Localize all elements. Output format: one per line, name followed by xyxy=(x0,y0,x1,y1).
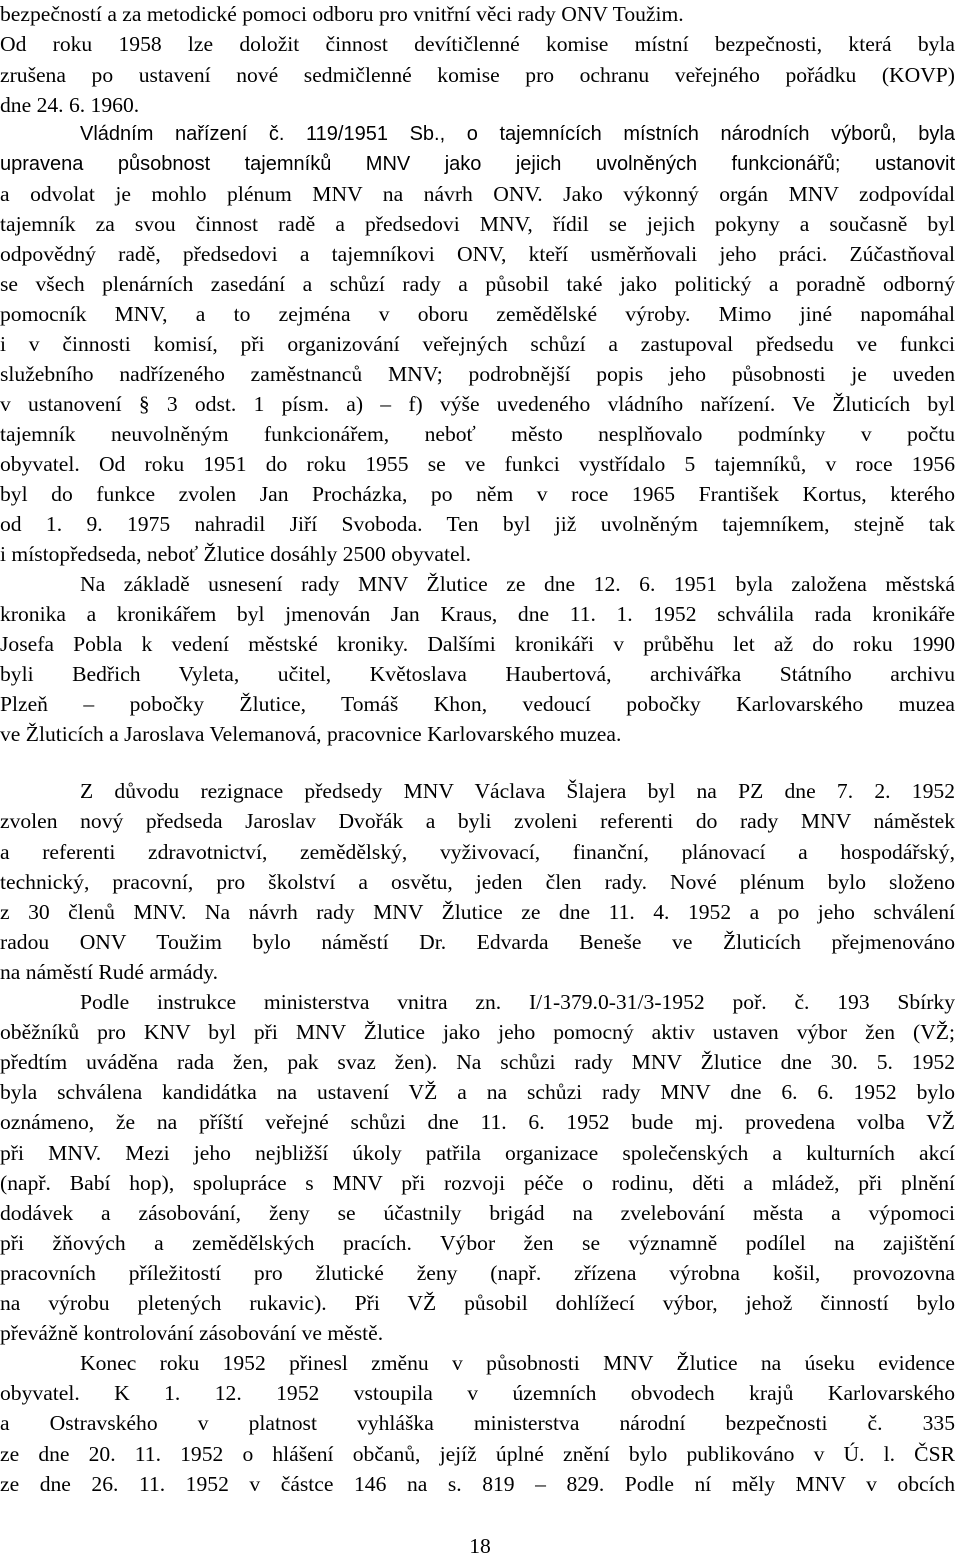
text-line: pomocník MNV, a to zejména v oboru zemědělské výroby. Mimo jiné napomáhal xyxy=(0,302,955,326)
text-line: předtím uváděna rada žen, pak svaz žen). Na schůzi rady MNV Žlutice dne 30. 5. 1952 xyxy=(0,1050,955,1074)
text-line: bezpečností a za metodické pomoci odboru pro vnitřní věci rady ONV Toužim. xyxy=(0,2,684,26)
text-line: Z důvodu rezignace předsedy MNV Václava Šlajera byl na PZ dne 7. 2. 1952 xyxy=(80,779,955,803)
text-line: služebního nadřízeného zaměstnanců MNV; podrobnější popis jeho působnosti je uveden xyxy=(0,362,955,386)
text-line: od 1. 9. 1975 nahradil Jiří Svoboda. Ten byl již uvolněným tajemníkem, stejně tak xyxy=(0,512,955,536)
text-line: ve Žluticích a Jaroslava Velemanová, pracovnice Karlovarského muzea. xyxy=(0,722,622,746)
text-line: pracovních příležitostí pro žlutické ženy (např. zřízena výrobna košil, provozovna xyxy=(0,1261,955,1285)
text-line: Podle instrukce ministerstva vnitra zn. I/1-379.0-31/3-1952 poř. č. 193 Sbírky xyxy=(80,990,955,1014)
text-line: z 30 členů MNV. Na návrh rady MNV Žlutice ze dne 11. 4. 1952 a po jeho schválení xyxy=(0,900,955,924)
text-line: tajemník neuvolněným funkcionářem, neboť město nesplňovalo podmínky v počtu xyxy=(0,422,955,446)
text-line: ze dne 20. 11. 1952 o hlášení občanů, jejíž úplné znění bylo publikováno v Ú. l. ČSR xyxy=(0,1442,955,1466)
text-line: a Ostravského v platnost vyhláška ministerstva národní bezpečnosti č. 335 xyxy=(0,1411,955,1435)
text-line: tajemník za svou činnost radě a předsedovi MNV, řídil se jejich pokyny a současně byl xyxy=(0,212,955,236)
text-line: obyvatel. Od roku 1951 do roku 1955 se ve funkci vystřídalo 5 tajemníků, v roce 1956 xyxy=(0,452,955,476)
text-line: a referenti zdravotnictví, zemědělský, vyživovací, finanční, plánovací a hospodářský, xyxy=(0,840,955,864)
text-line: technický, pracovní, pro školství a osvětu, jeden člen rady. Nové plénum bylo složeno xyxy=(0,870,955,894)
text-line: radou ONV Toužim bylo náměstí Dr. Edvarda Beneše ve Žluticích přejmenováno xyxy=(0,930,955,954)
text-line: Konec roku 1952 přinesl změnu v působnosti MNV Žlutice na úseku evidence xyxy=(80,1351,955,1375)
text-line: byli Bedřich Vyleta, učitel, Květoslava Haubertová, archivářka Státního archivu xyxy=(0,662,955,686)
text-line: Od roku 1958 lze doložit činnost devítičlenné komise místní bezpečnosti, která byla xyxy=(0,32,955,56)
page-number: 18 xyxy=(469,1534,491,1558)
text-line: na náměstí Rudé armády. xyxy=(0,960,219,984)
text-line: ze dne 26. 11. 1952 v částce 146 na s. 819 – 829. Podle ní měly MNV v obcích xyxy=(0,1472,955,1496)
text-line: při MNV. Mezi jeho nejbližší úkoly patřila organizace společenských a kulturních akcí xyxy=(0,1141,955,1165)
text-line: dodávek a zásobování, ženy se účastnily brigád na zvelebování města a výpomoci xyxy=(0,1201,955,1225)
text-line: při žňových a zemědělských pracích. Výbor žen se významně podílel na zajištění xyxy=(0,1231,955,1255)
text-line: a odvolat je mohlo plénum MNV na návrh ONV. Jako výkonný orgán MNV zodpovídal xyxy=(0,182,955,206)
text-line: i místopředseda, neboť Žlutice dosáhly 2500 obyvatel. xyxy=(0,542,471,566)
text-line: zrušena po ustavení nové sedmičlenné komise pro ochranu veřejného pořádku (KOVP) xyxy=(0,63,955,87)
text-line: převážně kontrolování zásobování ve městě. xyxy=(0,1321,384,1345)
text-line: byl do funkce zvolen Jan Procházka, po něm v roce 1965 František Kortus, kterého xyxy=(0,482,955,506)
text-line: Na základě usnesení rady MNV Žlutice ze dne 12. 6. 1951 byla založena městská xyxy=(80,572,955,596)
text-line: dne 24. 6. 1960. xyxy=(0,93,140,117)
text-line: zvolen nový předseda Jaroslav Dvořák a byli zvoleni referenti do rady MNV náměstek xyxy=(0,809,955,833)
text-line: i v činnosti komisí, při organizování veřejných schůzí a zastupoval předsedu ve funkci xyxy=(0,332,955,356)
text-line: obyvatel. K 1. 12. 1952 vstoupila v územních obvodech krajů Karlovarského xyxy=(0,1381,955,1405)
text-line: (např. Babí hop), spolupráce s MNV při rozvoji péče o rodinu, děti a mládež, při plnění xyxy=(0,1171,955,1195)
text-line: Josefa Pobla k vedení městské kroniky. Dalšími kronikáři v průběhu let až do roku 1990 xyxy=(0,632,955,656)
text-line: v ustanovení § 3 odst. 1 písm. a) – f) výše uvedeného vládního nařízení. Ve Žluticích byl xyxy=(0,392,955,416)
text-line: na výrobu pletených rukavic). Při VŽ působil dohlížecí výbor, jehož činností bylo xyxy=(0,1291,955,1315)
text-line: upravena působnost tajemníků MNV jako jejich uvolněných funkcionářů; ustanovit xyxy=(0,153,955,175)
text-line: se všech plenárních zasedání a schůzí rady a působil také jako politický a poradně odborný xyxy=(0,272,955,296)
text-line: byla schválena kandidátka na ustavení VŽ a na schůzi rady MNV dne 6. 6. 1952 bylo xyxy=(0,1080,955,1104)
text-line: oznámeno, že na příští veřejné schůzi dne 11. 6. 1952 bude mj. provedena volba VŽ xyxy=(0,1110,955,1134)
text-line: kronika a kronikářem byl jmenován Jan Kraus, dne 11. 1. 1952 schválila rada kronikáře xyxy=(0,602,955,626)
text-line: oběžníků pro KNV byl při MNV Žlutice jako jeho pomocný aktiv ustaven výbor žen (VŽ; xyxy=(0,1020,955,1044)
text-line: odpovědný radě, předsedovi a tajemníkovi ONV, kteří usměrňovali jeho práci. Zúčastňoval xyxy=(0,242,955,266)
text-line: Plzeň – pobočky Žlutice, Tomáš Khon, vedoucí pobočky Karlovarského muzea xyxy=(0,692,955,716)
text-line: Vládním nařízení č. 119/1951 Sb., o tajemnících místních národních výborů, byla xyxy=(80,123,955,145)
